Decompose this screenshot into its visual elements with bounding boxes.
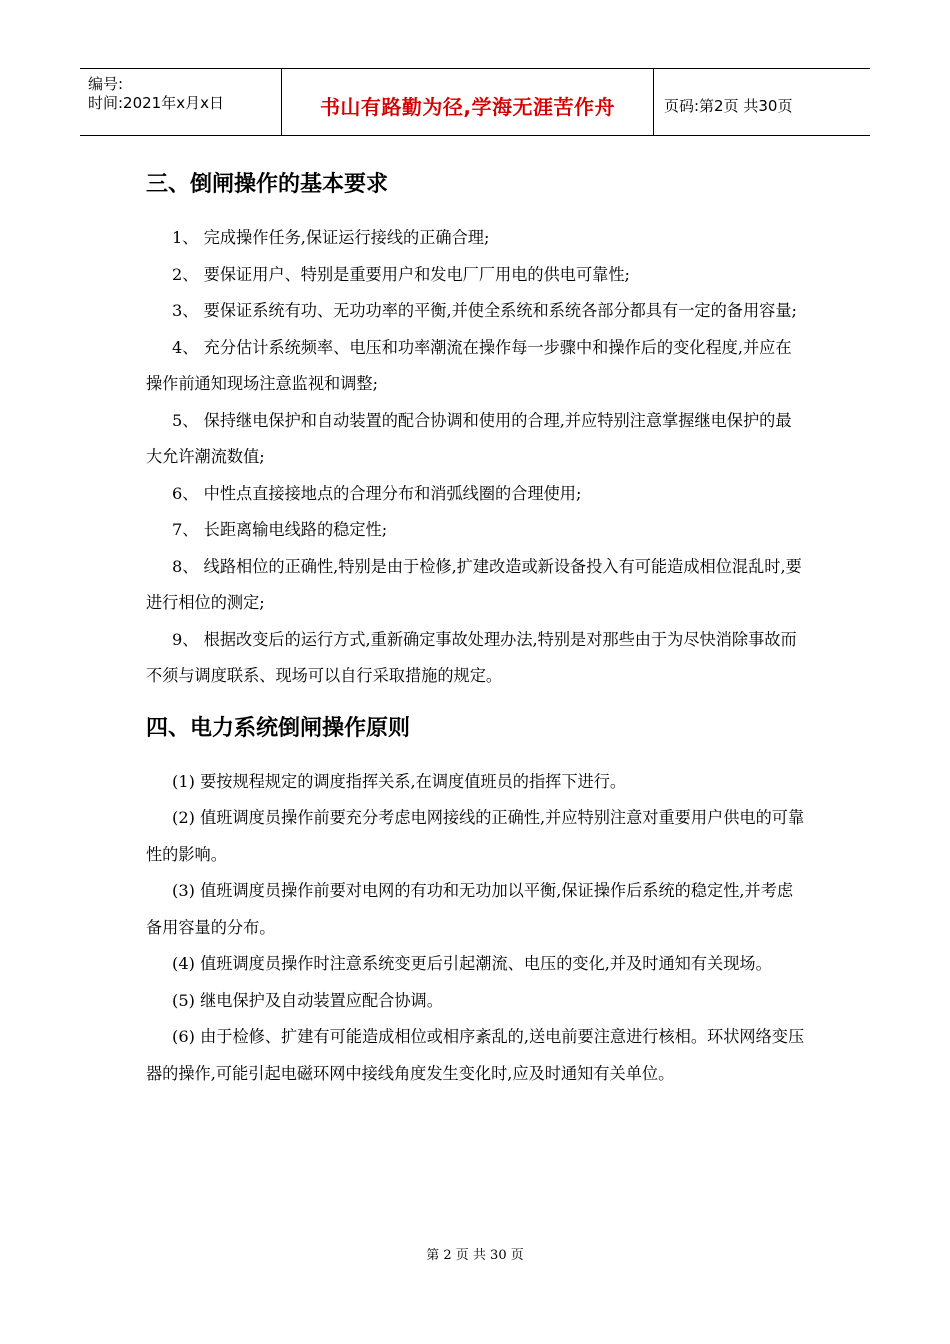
- page-footer: 第 2 页 共 30 页: [426, 1248, 524, 1263]
- header-page-code: 页码:第2页 共30页: [664, 97, 793, 115]
- section3-item-4: 4、 充分估计系统频率、电压和功率潮流在操作每一步骤中和操作后的变化程度,并应在操作前通知现场注意监视和调整;: [146, 337, 792, 393]
- section3-title: 三、倒闸操作的基本要求: [146, 172, 389, 197]
- section4-item-1: (1) 要按规程规定的调度指挥关系,在调度值班员的指挥下进行。: [172, 771, 627, 791]
- section4-title: 四、电力系统倒闸操作原则: [146, 715, 411, 741]
- section4-item-3: (3) 值班调度员操作前要对电网的有功和无功加以平衡,保证操作后系统的稳定性,并考虑备用容量的分布。: [146, 881, 794, 937]
- page-header: [80, 68, 870, 136]
- section4-item-2: (2) 值班调度员操作前要充分考虑电网接线的正确性,并应特别注意对重要用户供电的可靠性的影响。: [146, 808, 805, 864]
- section3-item-7: 7、 长距离输电线路的稳定性;: [172, 520, 388, 539]
- section3-item-2: 2、 要保证用户、特别是重要用户和发电厂厂用电的供电可靠性;: [172, 264, 630, 284]
- header-meta-cell: [80, 69, 282, 135]
- section4-item-6: (6) 由于检修、扩建有可能造成相位或相序紊乱的,送电前要注意进行核相。环状网络变压器的操作,可能引起电磁环网中接线角度发生变化时,应及时通知有关单位。: [146, 1027, 805, 1083]
- header-number-label: 编号:: [88, 75, 124, 93]
- header-date-label: 时间:2021年x月x日: [88, 94, 224, 112]
- header-motto: 书山有路勤为径,学海无涯苦作舟: [319, 95, 616, 119]
- section3-item-1: 1、 完成操作任务,保证运行接线的正确合理;: [172, 228, 490, 247]
- section3-item-3: 3、 要保证系统有功、无功功率的平衡,并使全系统和系统各部分都具有一定的备用容量;: [172, 301, 797, 320]
- header-page-cell: [654, 69, 870, 135]
- section4-item-4: (4) 值班调度员操作时注意系统变更后引起潮流、电压的变化,并及时通知有关现场。: [172, 954, 772, 973]
- section3-item-9: 9、 根据改变后的运行方式,重新确定事故处理办法,特别是对那些由于为尽快消除事故而不须与调度联系、现场可以自行采取措施的规定。: [146, 629, 797, 685]
- section3-item-6: 6、 中性点直接接地点的合理分布和消弧线圈的合理使用;: [172, 483, 582, 503]
- document-body: [146, 165, 806, 1092]
- header-motto-cell: [282, 69, 654, 135]
- section3-item-5: 5、 保持继电保护和自动装置的配合协调和使用的合理,并应特别注意掌握继电保护的最大允许潮流数值;: [146, 410, 792, 466]
- section4-item-5: (5) 继电保护及自动装置应配合协调。: [172, 990, 443, 1010]
- section3-item-8: 8、 线路相位的正确性,特别是由于检修,扩建改造或新设备投入有可能造成相位混乱时,要进行相位的测定;: [146, 556, 802, 612]
